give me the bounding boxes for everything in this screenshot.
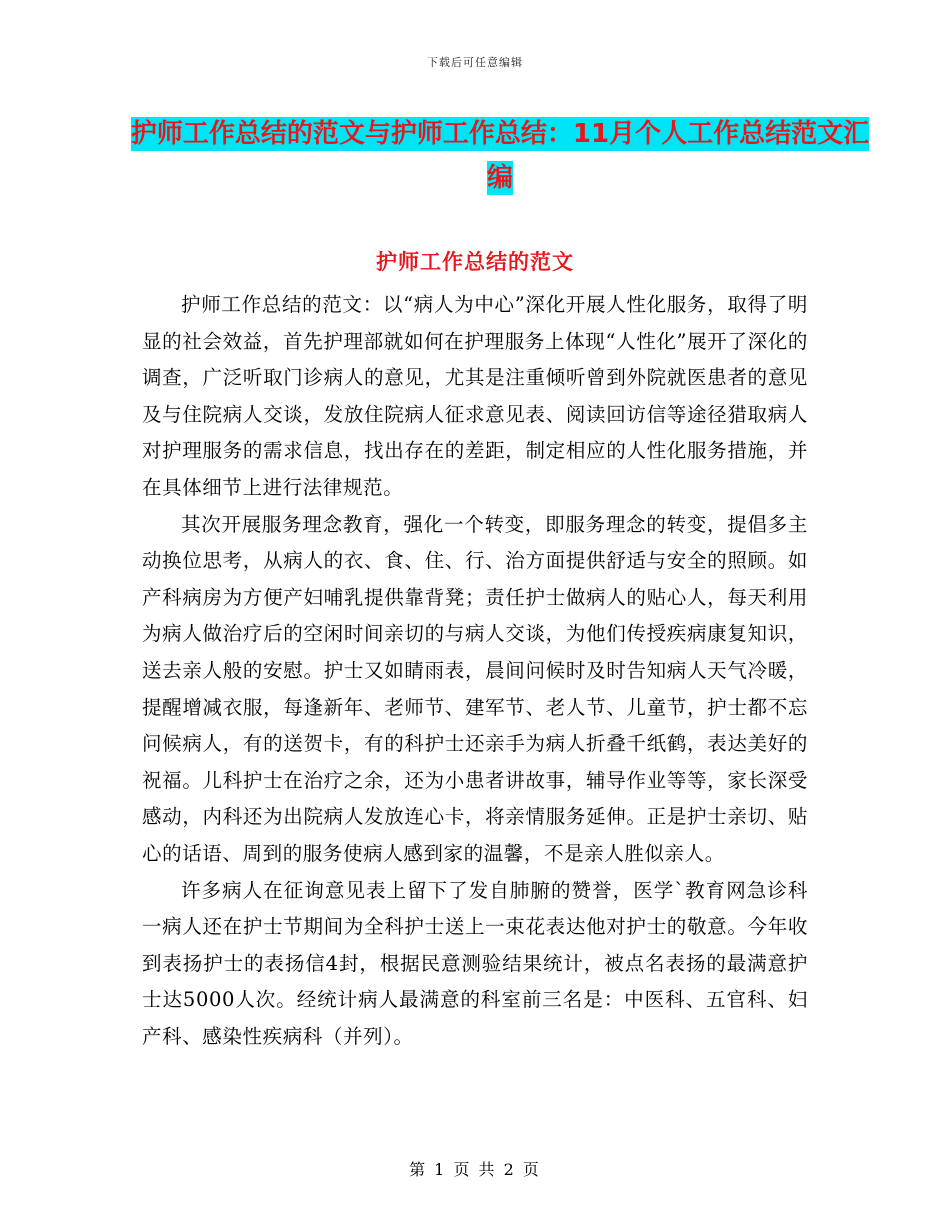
header-note: 下载后可任意编辑 (427, 56, 523, 69)
paragraph: 护师工作总结的范文：以“病人为中心”深化开展人性化服务，取得了明显的社会效益，首先护理部就如何在护理服务上体现“人性化”展开了深化的调查，广泛听取门诊病人的意见，尤其是注重倾听曾到外院就医患者的意见及与住院病人交谈，发放住院病人征求意见表、阅读回访信等途径猎取病人对护理服务的需求信息，找出存在的差距，制定相应的人性化服务措施，并在具体细节上进行法律规范。 (142, 293, 808, 499)
paragraph: 许多病人在征询意见表上留下了发自肺腑的赞誉，医学`教育网急诊科一病人还在护士节期间为全科护士送上一束花表达他对护士的敬意。今年收到表扬护士的表扬信4封，根据民意测验结果统计，被点名表扬的最满意护士达5000人次。经统计病人最满意的科室前三名是：中医科、五官科、妇产科、感染性疾病科（并列）。 (142, 878, 808, 1048)
document-title-text: 护师工作总结的范文与护师工作总结：11月个人工作总结范文汇编 (130, 119, 870, 193)
page-number: 第 1 页 共 2 页 (409, 1160, 541, 1179)
document-title (130, 112, 870, 200)
body-text (142, 287, 808, 1055)
paragraph: 其次开展服务理念教育，强化一个转变，即服务理念的转变，提倡多主动换位思考，从病人的衣、食、住、行、治方面提供舒适与安全的照顾。如产科病房为方便产妇哺乳提供靠背凳；责任护士做病人的贴心人，每天利用为病人做治疗后的空闲时间亲切的与病人交谈，为他们传授疾病康复知识，送去亲人般的安慰。护士又如睛雨表，晨间问候时及时告知病人天气冷暖，提醒增减衣服，每逢新年、老师节、建军节、老人节、儿童节，护士都不忘问候病人，有的送贺卡，有的科护士还亲手为病人折叠千纸鹤，表达美好的祝福。儿科护士在治疗之余，还为小患者讲故事，辅导作业等等，家长深受感动，内科还为出院病人发放连心卡，将亲情服务延伸。正是护士亲切、贴心的话语、周到的服务使病人感到家的温馨，不是亲人胜似亲人。 (142, 512, 808, 865)
section-title: 护师工作总结的范文 (376, 250, 574, 274)
